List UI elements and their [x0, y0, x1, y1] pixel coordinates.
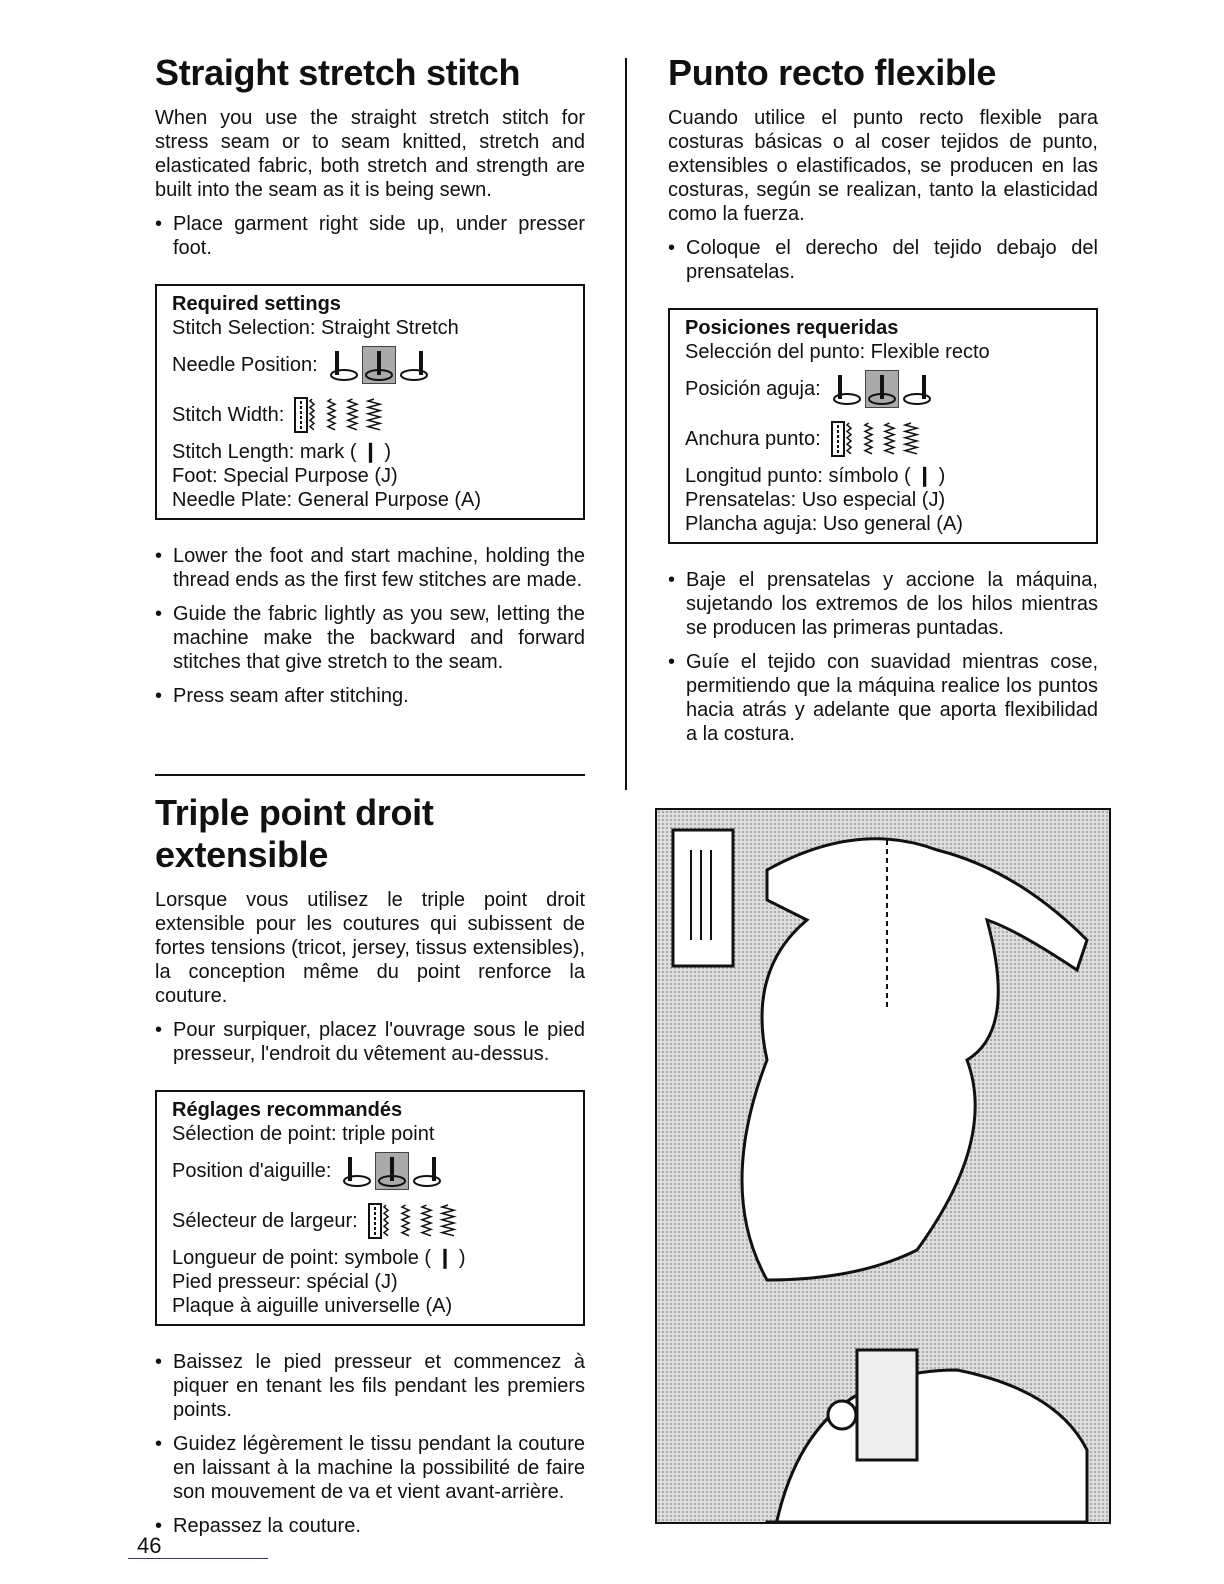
stitch-width-icon — [368, 1203, 468, 1239]
spanish-section — [668, 52, 1098, 756]
stitch-pattern-icon — [673, 830, 733, 966]
presser-foot-icon — [857, 1350, 917, 1460]
english-section — [155, 52, 585, 718]
box-title: Required settings — [172, 293, 341, 315]
bullet: • Baissez le pied presseur et commencez à piquer en tenant les fils pendant les premiers points. — [155, 1350, 585, 1422]
width-label: Stitch Width: — [172, 404, 285, 426]
settings-box — [668, 308, 1098, 544]
needle-left-icon — [341, 1153, 373, 1189]
needle-center-icon — [375, 1152, 409, 1190]
page-number-rule — [128, 1558, 268, 1559]
stitch-length: Longueur de point: symbole ( ❙ ) — [172, 1247, 466, 1269]
stitch-width-icons — [294, 397, 394, 433]
foot: Prensatelas: Uso especial (J) — [685, 489, 946, 511]
needle-center-icon — [362, 346, 396, 384]
stitch-length: Stitch Length: mark ( ❙ ) — [172, 441, 392, 463]
width-label: Sélecteur de largeur: — [172, 1210, 358, 1232]
width-label: Anchura punto: — [685, 428, 821, 450]
needle-plate: Plancha aguja: Uso general (A) — [685, 513, 963, 535]
stitch-selection: Sélection de point: triple point — [172, 1123, 435, 1145]
settings-box — [155, 284, 585, 520]
section-title: Straight stretch stitch — [155, 52, 521, 93]
bullet: • Pour surpiquer, placez l'ouvrage sous le pied presseur, l'endroit du vêtement au-dessus. — [155, 1018, 585, 1066]
needle-label: Position d'aiguille: — [172, 1160, 332, 1182]
stitch-selection: Stitch Selection: Straight Stretch — [172, 317, 459, 339]
needle-center-icon — [865, 370, 899, 408]
intro-text: Cuando utilice el punto recto flexible para costuras básicas o al coser tejidos de punto, extensibles o elastificados, se producen en las costuras, según se realizan, tanto la elasticidad como la fuerza. — [668, 107, 1098, 225]
needle-label: Needle Position: — [172, 354, 318, 376]
box-title: Réglages recommandés — [172, 1099, 403, 1121]
stitch-width-icon — [831, 421, 931, 457]
stitch-width-icon — [294, 397, 394, 433]
needle-left-icon — [328, 347, 360, 383]
bullet: • Guide the fabric lightly as you sew, letting the machine make the backward and forward stitches that give stretch to the seam. — [155, 602, 585, 674]
bullet: • Baje el prensatelas y accione la máquina, sujetando los extremos de los hilos mientras se producen las primeras puntadas. — [668, 568, 1098, 640]
needle-position-icons — [831, 370, 933, 408]
bullet: • Press seam after stitching. — [155, 684, 585, 708]
bullet: • Guíe el tejido con suavidad mientras cose, permitiendo que la máquina realice los puntos hacia atrás y adelante que aporta flexibilidad a la costura. — [668, 650, 1098, 746]
garment-icon — [742, 839, 1087, 1280]
bullet: • Coloque el derecho del tejido debajo del prensatelas. — [668, 236, 1098, 284]
stitch-selection: Selección del punto: Flexible recto — [685, 341, 990, 363]
needle-plate: Needle Plate: General Purpose (A) — [172, 489, 482, 511]
column-divider — [625, 58, 627, 790]
bullet: • Repassez la couture. — [155, 1514, 585, 1538]
needle-right-icon — [901, 371, 933, 407]
needle-right-icon — [398, 347, 430, 383]
foot: Pied presseur: spécial (J) — [172, 1271, 398, 1293]
needle-left-icon — [831, 371, 863, 407]
box-title: Posiciones requeridas — [685, 317, 899, 339]
bullet: • Guidez légèrement le tissu pendant la couture en laissant à la machine la possibilité de faire son mouvement de va et vient avant-arrière. — [155, 1432, 585, 1504]
garment-sewing-illustration — [655, 808, 1111, 1524]
section-title: Triple point droit extensible — [155, 792, 434, 875]
bullet: • Lower the foot and start machine, holding the thread ends as the first few stitches are made. — [155, 544, 585, 592]
stitch-width-icons — [368, 1203, 468, 1239]
stitch-length: Longitud punto: símbolo ( ❙ ) — [685, 465, 946, 487]
section-title: Punto recto flexible — [668, 52, 997, 93]
foot: Foot: Special Purpose (J) — [172, 465, 398, 487]
needle-position-icons — [328, 346, 430, 384]
needle-right-icon — [411, 1153, 443, 1189]
needle-plate: Plaque à aiguille universelle (A) — [172, 1295, 453, 1317]
french-section — [155, 792, 585, 1548]
needle-label: Posición aguja: — [685, 378, 821, 400]
needle-position-icons — [341, 1152, 443, 1190]
bullet: • Place garment right side up, under presser foot. — [155, 212, 585, 260]
page-number: 46 — [137, 1533, 162, 1558]
intro-text: When you use the straight stretch stitch for stress seam or to seam knitted, stretch and elasticated fabric, both stretch and strength are built into the seam as it is being sewn. — [155, 107, 585, 201]
intro-text: Lorsque vous utilisez le triple point droit extensible pour les coutures qui subissent de fortes tensions (tricot, jersey, tissus extensibles), la conception même du point renforce la couture. — [155, 889, 585, 1007]
stitch-width-icons — [831, 421, 931, 457]
section-divider — [155, 774, 585, 776]
settings-box — [155, 1090, 585, 1326]
